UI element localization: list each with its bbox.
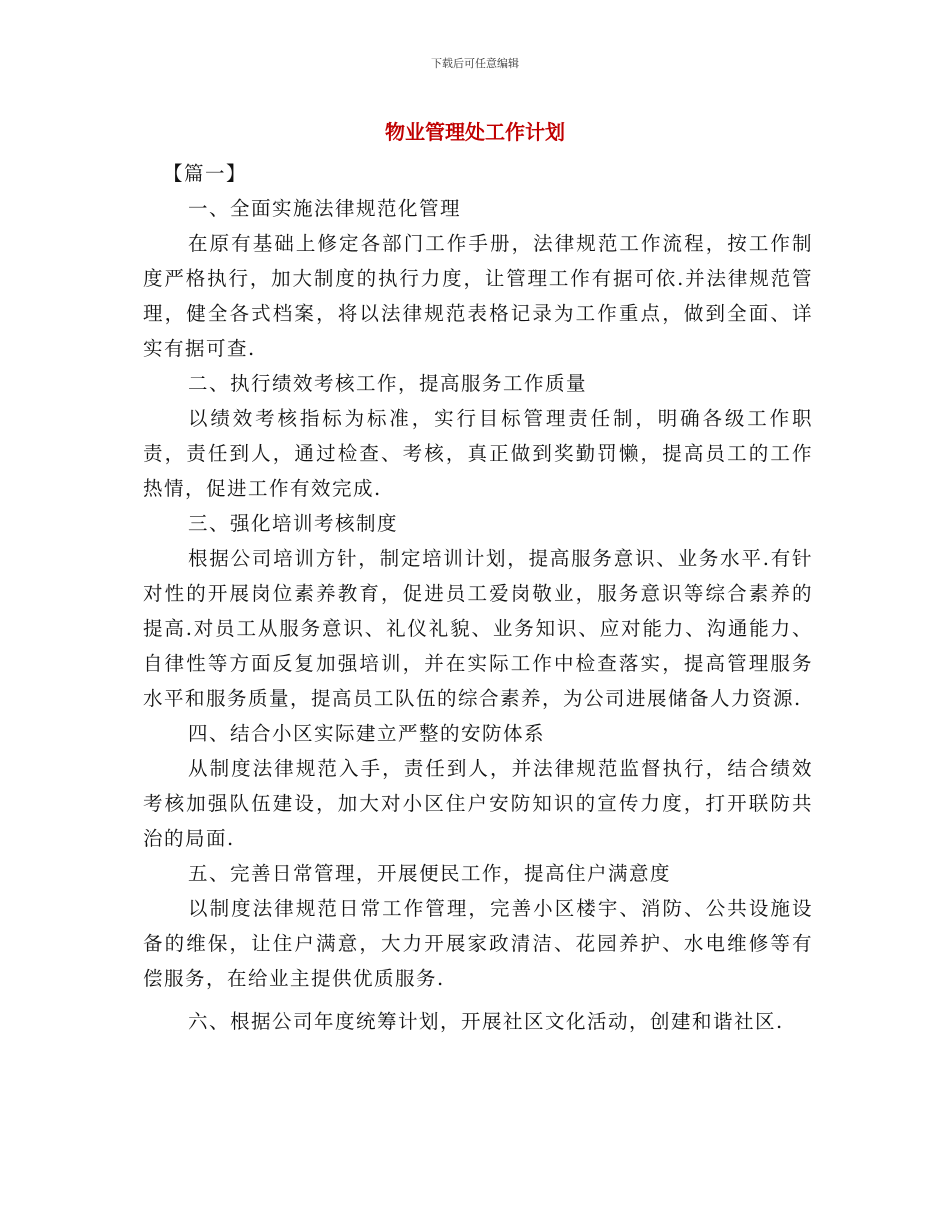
- section-label: 【篇一】: [163, 162, 248, 185]
- item-heading: 二、执行绩效考核工作，提高服务工作质量: [188, 372, 588, 395]
- item-heading: 六、根据公司年度统筹计划，开展社区文化活动，创建和谐社区.: [188, 1010, 784, 1033]
- item-body: 以绩效考核指标为标准，实行目标管理责任制，明确各级工作职责，责任到人，通过检查、考核，真正做到奖勤罚懒，提高员工的工作热情，促进工作有效完成.: [143, 407, 813, 500]
- item-body: 以制度法律规范日常工作管理，完善小区楼宇、消防、公共设施设备的维保，让住户满意，大力开展家政清洁、花园养护、水电维修等有偿服务，在给业主提供优质服务.: [143, 897, 813, 990]
- item-heading: 三、强化培训考核制度: [188, 512, 399, 535]
- item-body: 在原有基础上修定各部门工作手册，法律规范工作流程，按工作制度严格执行，加大制度的执行力度，让管理工作有据可依.并法律规范管理，健全各式档案，将以法律规范表格记录为工作重点，做到全面、详实有据可查.: [143, 232, 813, 360]
- document-body: [143, 156, 813, 1039]
- item-heading: 五、完善日常管理，开展便民工作，提高住户满意度: [188, 862, 672, 885]
- document-title: 物业管理处工作计划: [385, 120, 565, 144]
- item-body: 根据公司培训方针，制定培训计划，提高服务意识、业务水平.有针对性的开展岗位素养教育，促进员工爱岗敬业，服务意识等综合素养的提高.对员工从服务意识、礼仪礼貌、业务知识、应对能力、沟通能力、自律性等方面反复加强培训，并在实际工作中检查落实，提高管理服务水平和服务质量，提高员工队伍的综合素养，为公司进展储备人力资源.: [143, 547, 813, 710]
- header-note: 下载后可任意编辑: [431, 57, 519, 70]
- item-heading: 一、全面实施法律规范化管理: [188, 197, 462, 220]
- item-heading: 四、结合小区实际建立严整的安防体系: [188, 722, 546, 745]
- item-body: 从制度法律规范入手，责任到人，并法律规范监督执行，结合绩效考核加强队伍建设，加大对小区住户安防知识的宣传力度，打开联防共治的局面.: [143, 757, 813, 850]
